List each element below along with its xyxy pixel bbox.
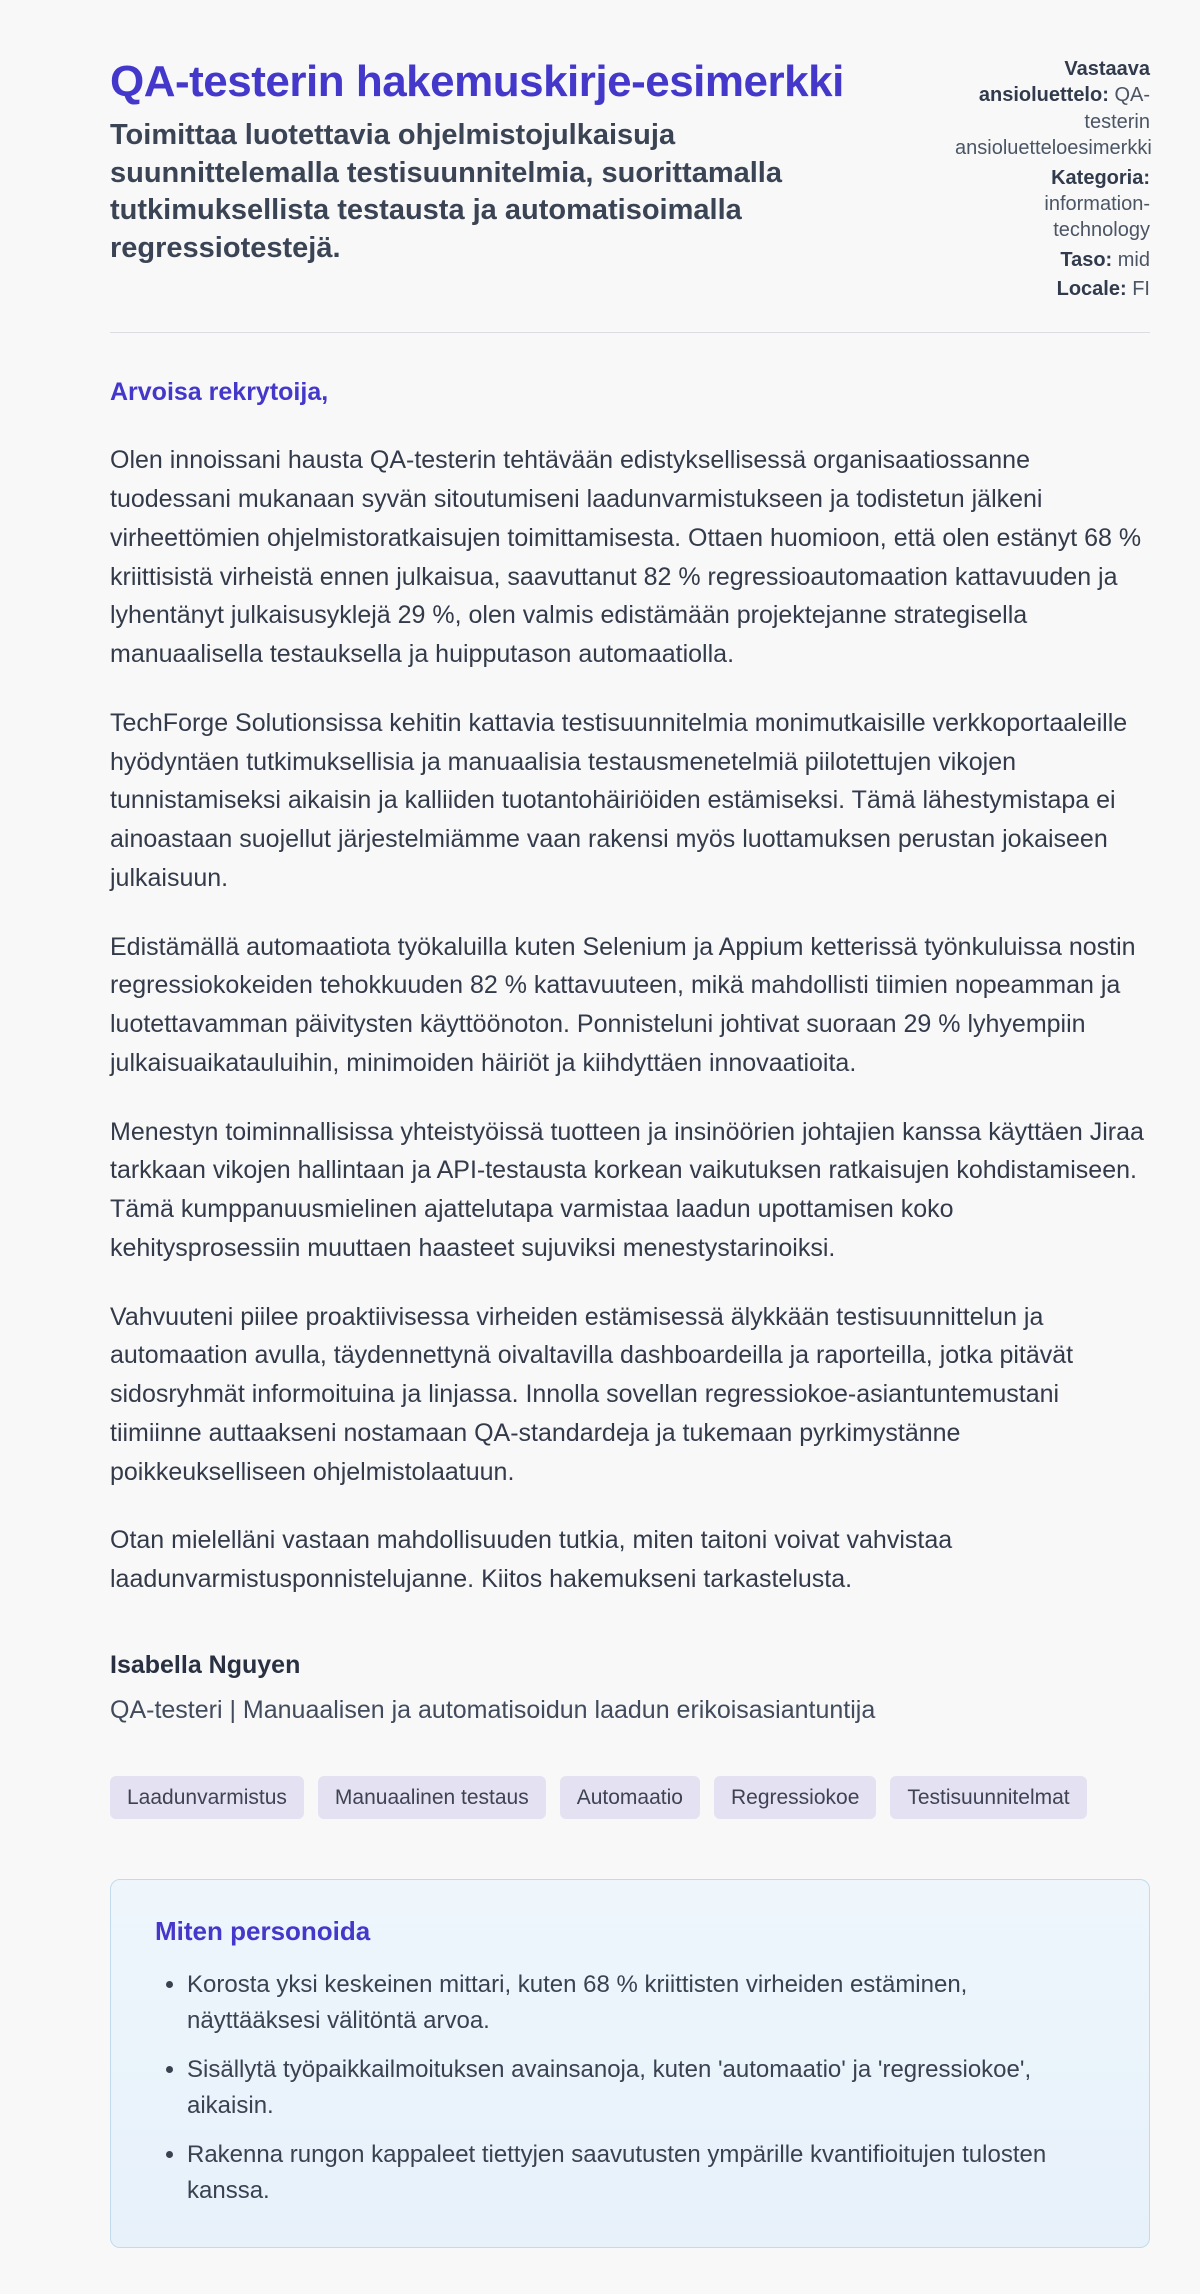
header-divider — [110, 332, 1150, 333]
signature-block — [110, 1647, 1150, 1730]
letter-body — [110, 373, 1150, 1730]
tag-laadunvarmistus[interactable]: Laadunvarmistus — [110, 1776, 304, 1819]
signature-title: QA-testeri | Manuaalisen ja automatisoidun laadun erikoisasiantuntija — [110, 1696, 876, 1725]
letter-paragraph: Edistämällä automaatiota työkaluilla kuten Selenium ja Appium ketterissä työnkuluissa nostin regressiokokeiden tehokkuuden 82 % kattavuuteen, mikä mahdollisti tiimien nopeamman ja luotettavamman päivitysten käyttöönoton. Ponnisteluni johtivat suoraan 29 % lyhyempiin julkaisuaikatauluihin, minimoiden häiriöt ja kiihdyttäen innovaatioita. — [110, 932, 1136, 1077]
meta-row-level — [955, 247, 1150, 273]
callout-item: • Rakenna rungon kappaleet tiettyjen saavutusten ympärille kvantifioitujen tulosten kanssa. — [187, 2137, 1105, 2209]
letter-paragraph: Vahvuuteni piilee proaktiivisessa virheiden estämisessä älykkään testisuunnittelun ja automaation avulla, täydennettynä oivaltavilla dashboardeilla ja raporteilla, jotka pitävät sidosryhmät informoituina ja linjassa. Innolla sovellan regressiokoe-asiantuntemustani tiimiinne auttaakseni nostamaan QA-standardeja ja tukemaan pyrkimystänne poikkeukselliseen ohjelmistolaatuun. — [110, 1302, 1074, 1486]
callout-title: Miten personoida — [155, 1915, 371, 1946]
letter-paragraph: Otan mielelläni vastaan mahdollisuuden tutkia, miten taitoni voivat vahvistaa laadunvarmistusponnistelujanne. Kiitos hakemukseni tarkastelusta. — [110, 1526, 953, 1594]
tag-list — [110, 1776, 1150, 1819]
meta-value: QA-testerin ansioluetteloesimerkki — [955, 84, 1152, 160]
page-subtitle: Toimittaa luotettavia ohjelmistojulkaisuja suunnittelemalla testisuunnitelmia, suorittamalla tutkimuksellista testausta ja automatisoimalla regressiotestejä. — [110, 119, 782, 265]
meta-panel — [955, 56, 1150, 306]
meta-label: Vastaava ansioluettelo: — [978, 58, 1150, 107]
meta-label: Locale: — [1056, 278, 1127, 301]
callout-item: • Sisällytä työpaikkailmoituksen avainsanoja, kuten 'automaatio' ja 'regressiokoe', aikaisin. — [187, 2052, 1105, 2124]
title-block — [110, 56, 910, 268]
tag-regressiokoe[interactable]: Regressiokoe — [714, 1776, 876, 1819]
callout-list — [155, 1967, 1105, 2209]
meta-value: mid — [1117, 248, 1150, 271]
callout-item: • Korosta yksi keskeinen mittari, kuten 68 % kriittisten virheiden estäminen, näyttääksesi välitöntä arvoa. — [187, 1967, 1105, 2039]
page-header — [110, 56, 1150, 306]
tag-manuaalinen-testaus[interactable]: Manuaalinen testaus — [318, 1776, 546, 1819]
personalization-callout — [110, 1879, 1150, 2248]
tag-automaatio[interactable]: Automaatio — [560, 1776, 700, 1819]
meta-label: Taso: — [1060, 248, 1113, 271]
signature-name: Isabella Nguyen — [110, 1650, 301, 1679]
meta-row-locale — [955, 276, 1150, 302]
meta-value: FI — [1132, 278, 1150, 301]
meta-label: Kategoria: — [1051, 166, 1150, 189]
letter-paragraph: TechForge Solutionsissa kehitin kattavia testisuunnitelmia monimutkaisille verkkoportaaleille hyödyntäen tutkimuksellisia ja manuaalisia testausmenetelmiä piilotettujen vikojen tunnistamiseksi aikaisin ja kalliiden tuotantohäiriöiden estämiseksi. Tämä lähestymistapa ei ainoastaan suojellut järjestelmiämme vaan rakensi myös luottamuksen perustan jokaiseen julkaisuun. — [110, 708, 1128, 892]
meta-row-resume — [955, 56, 1150, 162]
meta-value: information-technology — [1044, 192, 1150, 242]
page-title: QA-testerin hakemuskirje-esimerkki — [110, 57, 844, 106]
page-container — [110, 0, 1150, 2248]
letter-paragraph: Menestyn toiminnallisissa yhteistyöissä tuotteen ja insinöörien johtajien kanssa käyttäen Jiraa tarkkaan vikojen hallintaan ja API-testausta korkean vaikutuksen ratkaisujen kohdistamiseen. Tämä kumppanuusmielinen ajattelutapa varmistaa laadun upottamisen koko kehitysprosessiin muuttaen haasteet sujuviksi menestystarinoiksi. — [110, 1117, 1144, 1262]
letter-paragraph: Olen innoissani hausta QA-testerin tehtävään edistyksellisessä organisaatiossanne tuodessani mukanaan syvän sitoutumiseni laadunvarmistukseen ja todistetun jälkeni virheettömien ohjelmistoratkaisujen toimittamisesta. Ottaen huomioon, että olen estänyt 68 % kriittisistä virheistä ennen julkaisua, saavuttanut 82 % regressioautomaation kattavuuden ja lyhentänyt julkaisusyklejä 29 %, olen valmis edistämään projektejanne strategisella manuaalisella testauksella ja huipputason automaatiolla. — [110, 446, 1142, 669]
letter-greeting: Arvoisa rekrytoija, — [110, 377, 329, 406]
tag-testisuunnitelmat[interactable]: Testisuunnitelmat — [890, 1776, 1086, 1819]
meta-row-category — [955, 165, 1150, 244]
